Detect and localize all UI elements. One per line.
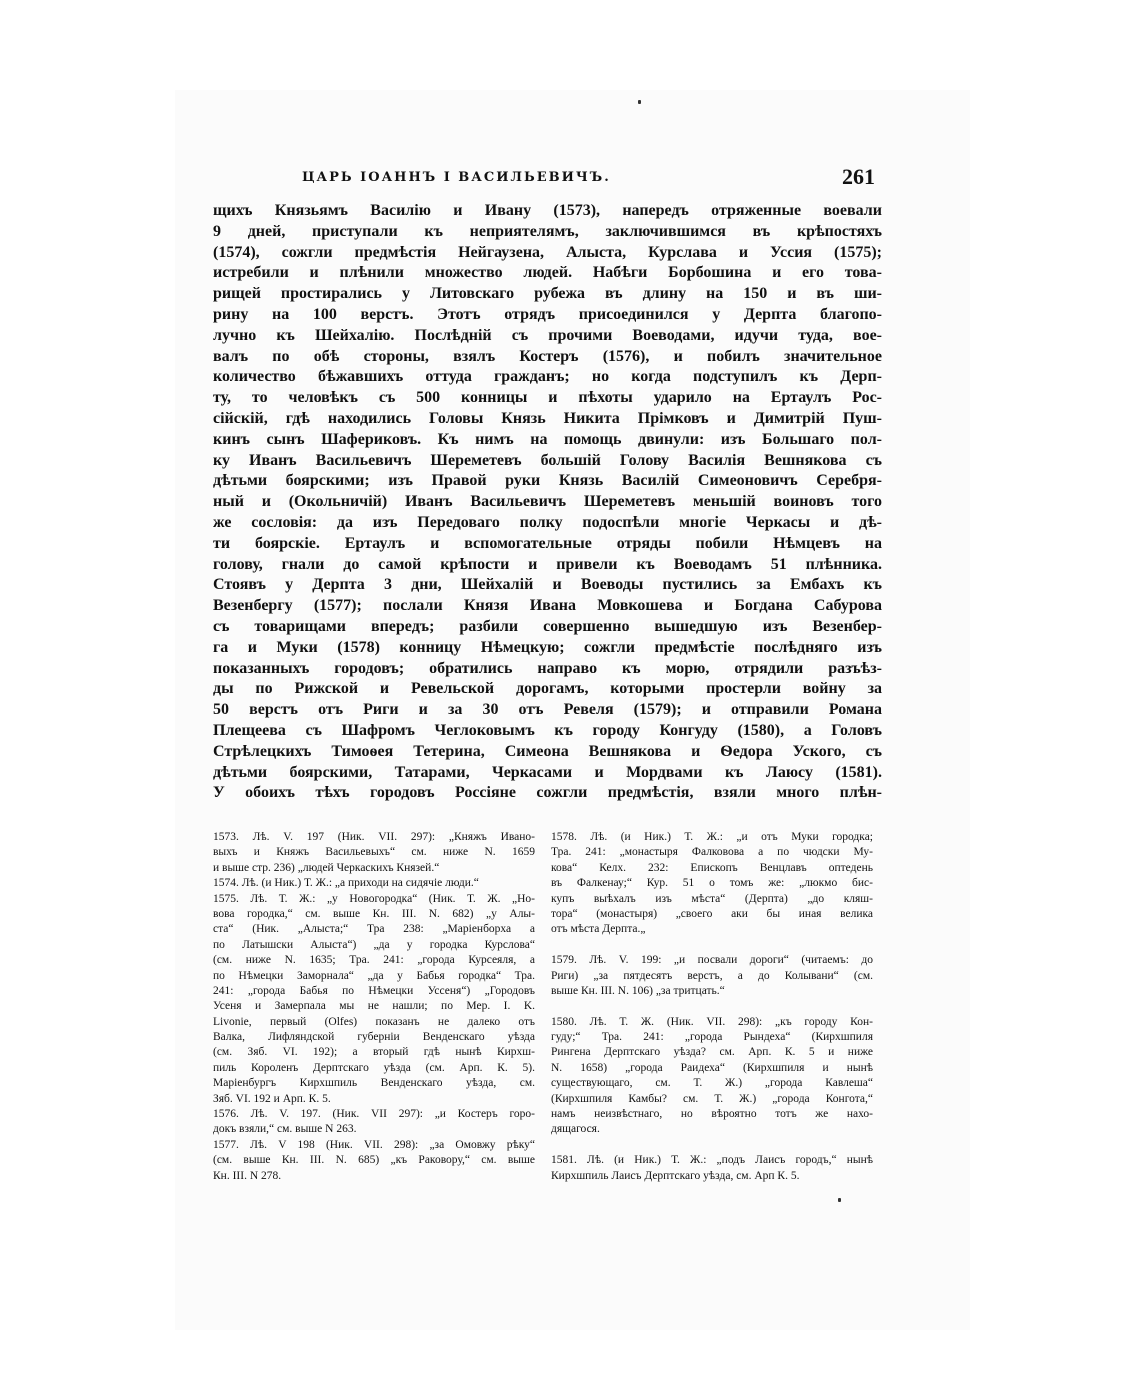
footnote-line: Усеня и Замерпала мы не нашли; по Мер. I. K. [213, 1000, 535, 1013]
footnote-line: по Нѣмецки Заморнала“ „да у Бабья городка“ Тра. [213, 969, 535, 982]
footnote-line: Тра. 241: „монастыря Фалковова а по чюдски Му- [551, 846, 873, 859]
text-line: рину на 100 верстъ. Этотъ отрядъ присоединился у Дерпта благопо- [213, 305, 882, 323]
text-line: количество бѣжавшихъ оттуда гражданъ; но когда подступилъ къ Дерп- [213, 368, 882, 386]
text-line: голову, гнали до самой крѣпости и привели къ Воеводамъ 51 плѣнника. [213, 555, 882, 573]
footnote-line: 1574. Лѣ. (и Ник.) Т. Ж.: „а приходи на сидячіе люди.“ [213, 877, 479, 890]
text-line: кинъ сынъ Шафериковъ. Къ нимъ на помощь двинули: изъ Большаго пол- [213, 430, 882, 448]
footnote-line: 1578. Лѣ. (и Ник.) Т. Ж.: „и отъ Муки городка; [551, 831, 873, 843]
footnote-line: вова городка,“ см. выше Кн. III. N. 682) „у Алы- [213, 907, 535, 920]
footnote-line: N. 1658) „города Раидеха“ (Кирхшпиля и нынѣ [551, 1061, 873, 1074]
footnote-line: существующаго, см. Т. Ж.) „города Кавлеша“ [551, 1077, 873, 1090]
ink-speck [838, 1198, 841, 1202]
text-line: показанныхъ городовъ; обратились направо къ морю, отрядили разъѣз- [213, 659, 882, 677]
text-line: дѣтьми боярскими, Татарами, Черкасами и Мордвами къ Лаюсу (1581). [213, 763, 882, 781]
footnote-line: 1576. Лѣ. V. 197. (Ник. VII 297): „и Костеръ горо- [213, 1108, 535, 1121]
text-line: же сословія: да изъ Передоваго полку подоспѣли многіе Черкасы и дѣ- [213, 513, 882, 531]
footnote-line: 1579. Лѣ. V. 199: „и посвали дороги“ (читаемъ: до [551, 954, 873, 967]
footnote-line: Livonie, первый (Olfes) показанъ не далеко отъ [213, 1015, 535, 1028]
main-text-block [213, 201, 882, 804]
text-line: Везенбергу (1577); послали Князя Ивана Мовкошева и Богдана Сабурова [213, 597, 882, 615]
footnote-line: гуду;“ Тра. 241: „города Рындеха“ (Кирхшпиля [551, 1031, 873, 1044]
footnote-line: 241: „города Бабья по Нѣмецки Уссеня“) „Городовъ [213, 984, 535, 997]
footnote-line: 1580. Лѣ. Т. Ж. (Ник. VII. 298): „къ городу Кон- [551, 1015, 873, 1028]
text-line: 9 дней, приступали къ неприятелямъ, заключившимся въ крѣпостяхъ [213, 222, 882, 240]
text-line: истребили и плѣнили множество людей. Набѣги Борбошина и его това- [213, 264, 882, 282]
text-line: У обоихъ тѣхъ городовъ Россіяне сожгли предмѣстія, взяли много плѣн- [213, 784, 882, 802]
page-number: 261 [842, 164, 875, 189]
footnote-line: ста“ (Ник. „Алыста;“ Тра 238: „Маріенборха а [213, 923, 535, 936]
footnote-line: выхъ и Княжъ Васильевыхъ“ см. ниже N. 1659 [213, 846, 535, 859]
footnote-gap [551, 938, 873, 953]
footnote-line: докъ взяли,“ см. выше N 263. [213, 1123, 357, 1136]
text-line: сійскій, гдѣ находились Головы Князь Никита Прімковъ и Димитрій Пуш- [213, 409, 882, 427]
footnotes [213, 830, 873, 1184]
footnote-line: Зяб. VI. 192 и Арп. К. 5. [213, 1092, 331, 1105]
text-line: га и Муки (1578) конницу Нѣмецкую; сожгли предмѣстіе послѣдняго изъ [213, 638, 882, 656]
text-line: ту, то человѣкъ съ 500 конницы и пѣхоты ударило на Ертаулъ Рос- [213, 389, 882, 407]
footnote-line: пиль Короленъ Дерптскаго уѣзда (см. Арп. К. 5). [213, 1061, 535, 1074]
footnotes-right-column [551, 830, 873, 1184]
text-line: щихъ Князьямъ Василію и Ивану (1573), напередъ отряженные воевали [213, 202, 882, 219]
page-header [302, 164, 882, 189]
text-line: рищей простирались у Литовскаго рубежа въ длину на 150 и въ ши- [213, 285, 882, 303]
text-line: валъ по обѣ стороны, взялъ Костеръ (1576), и побилъ значительное [213, 347, 882, 365]
footnote-line: Кн. III. N 278. [213, 1169, 282, 1182]
text-line: ный и (Окольничій) Иванъ Васильевичъ Шереметевъ меньшій воиновъ того [213, 493, 882, 511]
footnote-line: 1581. Лѣ. (и Ник.) Т. Ж.: „подъ Лаисъ городъ,“ нынѣ [551, 1154, 873, 1167]
footnote-line: по Латышски Алыста“) „да у городка Курслова“ [213, 938, 535, 951]
footnote-line: (см. ниже N. 1635; Тра. 241: „города Курсеяля, а [213, 954, 535, 967]
ink-speck [638, 100, 641, 104]
footnote-line: кова“ Келх. 232: Епископъ Венцлавъ оптедень [551, 861, 873, 874]
footnote-line: дящагося. [551, 1123, 600, 1136]
text-line: съ товарищами впередъ; разбили совершенно вышедшую изъ Везенбер- [213, 617, 882, 635]
text-line: Плещеева съ Шафромъ Чеглоковымъ къ городу Конгуду (1580), а Головъ [213, 721, 882, 739]
footnote-gap [551, 999, 873, 1014]
footnote-line: 1575. Лѣ. Т. Ж.: „у Новогородка“ (Ник. Т. Ж. „Но- [213, 892, 535, 905]
text-line: дѣтьми боярскими; изъ Правой руки Князь Василій Симеоновичъ Серебря- [213, 472, 882, 490]
footnote-gap [551, 1138, 873, 1153]
text-line: лучно къ Шейхалію. Послѣдній съ прочими Воеводами, идучи туда, вое- [213, 326, 882, 344]
text-line: 50 верстъ отъ Риги и за 30 отъ Ревеля (1579); и отправили Романа [213, 701, 882, 719]
footnote-line: Валка, Лифляндской губерніи Венденскаго уѣзда [213, 1031, 535, 1044]
footnote-line: 1573. Лѣ. V. 197 (Ник. VII. 297): „Княжъ Ивано- [213, 831, 535, 843]
footnote-line: Рингена Дерптскаго уѣзда? см. Арп. К. 5 и ниже [551, 1046, 873, 1059]
text-line: ку Иванъ Васильевичъ Шереметевъ большій Голову Василія Вешнякова съ [213, 451, 882, 469]
text-line: Стоявъ у Дерпта 3 дни, Шейхалій и Воеводы пустились за Ембахъ къ [213, 576, 882, 594]
footnote-line: (Кирхшпиля Камбы? см. Т. Ж.) „города Конгота,“ [551, 1092, 873, 1105]
text-line: ти боярскіе. Ертаулъ и вспомогательные отряды побили Нѣмцевъ на [213, 534, 882, 552]
footnotes-left-column [213, 830, 535, 1184]
footnote-line: (см. выше Кн. III. N. 685) „къ Раковору,“ см. выше [213, 1154, 535, 1167]
footnote-line: тора“ (монастыря) „своего аки бы иная велика [551, 907, 873, 920]
text-line: ды по Рижской и Ревельской дорогамъ, которыми простерли войну за [213, 680, 882, 698]
text-line: Стрѣлецкихъ Тимоѳея Тетерина, Симеона Вешнякова и Ѳедора Уского, съ [213, 742, 882, 760]
footnote-line: Кирхшпиль Лаисъ Дерптскаго уѣзда, см. Арп К. 5. [551, 1169, 800, 1182]
footnote-line: Риги) „за пятдесятъ верстъ, а до Колывани“ (см. [551, 969, 873, 982]
footnote-line: купъ выѣхалъ изъ мѣста“ (Дерпта) „до кляш- [551, 892, 873, 905]
footnote-line: отъ мѣста Дерпта.„ [551, 923, 646, 936]
footnote-line: въ Фалкенау;“ Кур. 51 о томъ же: „люкмо бис- [551, 877, 873, 890]
footnote-line: (см. Зяб. VI. 192); а вторый гдѣ нынѣ Кирхш- [213, 1046, 535, 1059]
text-line: (1574), сожгли предмѣстія Нейгаузена, Алыста, Курслава и Уссия (1575); [213, 243, 882, 261]
footnote-line: и выше стр. 236) „людей Черкаскихъ Князей.“ [213, 861, 440, 874]
footnote-line: 1577. Лѣ. V 198 (Ник. VII. 298): „за Омовжу рѣку“ [213, 1138, 535, 1151]
footnote-line: Маріенбургъ Кирхшпиль Венденскаго уѣзда, см. [213, 1077, 535, 1090]
footnote-line: выше Кн. III. N. 106) „за тритцать.“ [551, 984, 725, 997]
running-title: ЦАРЬ ІОАННЪ І ВАСИЛЬЕВИЧЪ. [302, 170, 611, 185]
footnote-line: намъ неизвѣстнаго, но вѣроятно тотъ же нахо- [551, 1108, 873, 1121]
